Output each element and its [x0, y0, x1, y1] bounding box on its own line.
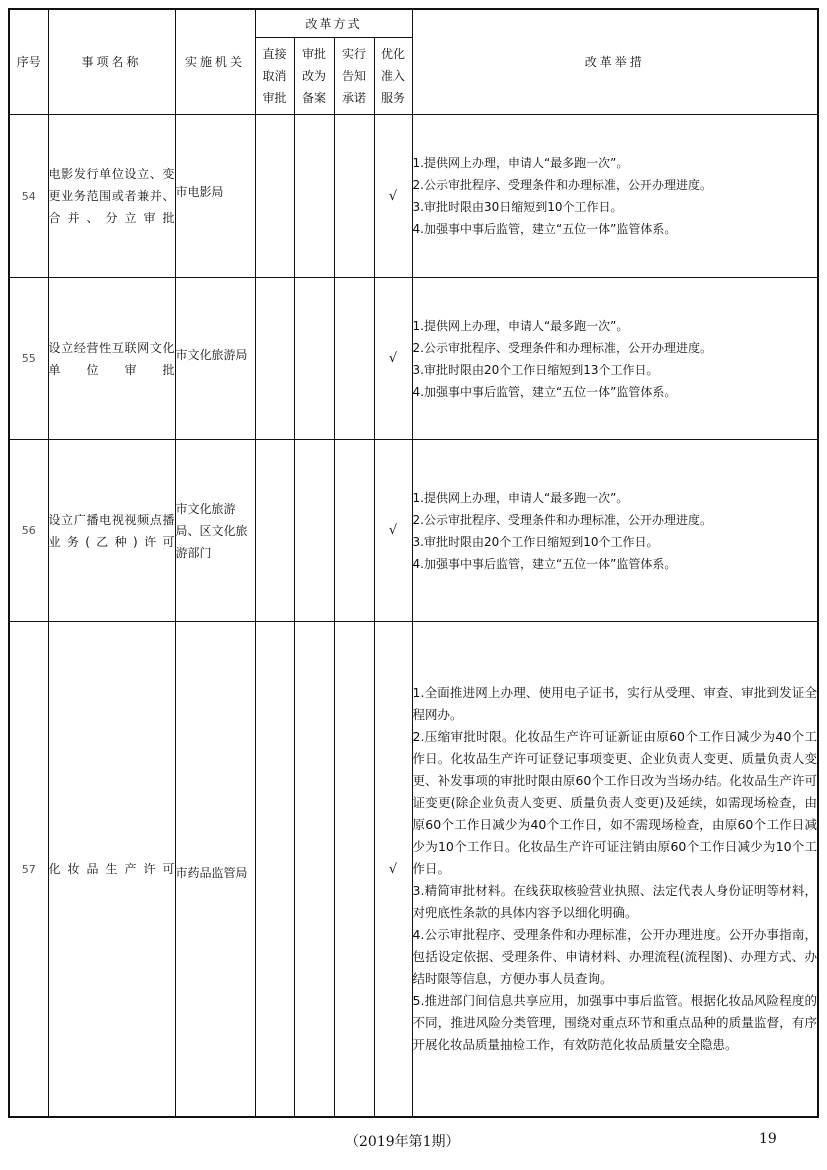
mark-notify-commit [334, 278, 374, 440]
measure-item: 1.提供网上办理，申请人“最多跑一次”。 [412, 490, 629, 505]
measure-item: 2.公示审批程序、受理条件和办理标准，公开办理进度。 [412, 512, 712, 527]
measure-item: 5.推进部门间信息共享应用，加强事中事后监管。根据化妆品风险程度的不同，推进风险分类管理，围绕对重点环节和重点品种的质量监督，有序开展化妆品质量抽检工作，有效防范化妆品质量安全隐患。 [412, 993, 818, 1052]
header-name: 事项名称 [48, 9, 175, 115]
mark-notify-commit [334, 440, 374, 622]
reform-table [8, 8, 819, 1118]
measure-item: 3.审批时限由30日缩短到10个工作日。 [412, 200, 623, 214]
row-agency: 市文化旅游局、区文化旅游部门 [175, 440, 255, 622]
row-item-name: 设立广播电视视频点播业务(乙种)许可 [48, 440, 175, 622]
mark-to-filing [294, 115, 334, 278]
mark-direct-cancel [255, 440, 294, 622]
mark-to-filing [294, 622, 334, 1118]
measure-item: 4.加强事中事后监管，建立“五位一体”监管体系。 [412, 222, 677, 236]
row-agency: 市电影局 [175, 115, 255, 278]
row-seq: 55 [9, 278, 48, 440]
row-agency: 市文化旅游局 [175, 278, 255, 440]
measure-item: 3.审批时限由20个工作日缩短到13个工作日。 [412, 362, 659, 377]
row-measures [412, 440, 818, 622]
header-notify-commit: 实行告知承诺 [334, 38, 374, 115]
measure-item: 4.加强事中事后监管，建立“五位一体”监管体系。 [412, 384, 677, 399]
header-direct-cancel: 直接取消审批 [255, 38, 294, 115]
measure-item: 1.提供网上办理，申请人“最多跑一次”。 [412, 156, 629, 170]
mark-optimize-access: √ [374, 115, 412, 278]
mark-optimize-access: √ [374, 622, 412, 1118]
header-to-filing: 审批改为备案 [294, 38, 334, 115]
measure-item: 2.公示审批程序、受理条件和办理标准，公开办理进度。 [412, 340, 712, 355]
header-optimize-access: 优化准入服务 [374, 38, 412, 115]
table-row [9, 115, 818, 278]
measure-item: 1.全面推进网上办理、使用电子证书，实行从受理、审查、审批到发证全程网办。 [412, 685, 818, 722]
row-agency: 市药品监管局 [175, 622, 255, 1118]
row-item-name: 化妆品生产许可 [48, 622, 175, 1118]
mark-optimize-access: √ [374, 440, 412, 622]
page-footer [0, 1131, 827, 1151]
measure-item: 4.加强事中事后监管，建立“五位一体”监管体系。 [412, 556, 677, 571]
mark-notify-commit [334, 115, 374, 278]
issue-label: （2019年第1期） [345, 1134, 460, 1150]
row-seq: 54 [9, 115, 48, 278]
row-item-name: 设立经营性互联网文化单位审批 [48, 278, 175, 440]
mark-direct-cancel [255, 115, 294, 278]
mark-direct-cancel [255, 622, 294, 1118]
measure-item: 3.精简审批材料。在线获取核验营业执照、法定代表人身份证明等材料，对兜底性条款的具体内容予以细化明确。 [412, 883, 818, 920]
row-seq: 56 [9, 440, 48, 622]
mark-to-filing [294, 278, 334, 440]
table-row [9, 622, 818, 1118]
mark-to-filing [294, 440, 334, 622]
mark-optimize-access: √ [374, 278, 412, 440]
mark-notify-commit [334, 622, 374, 1118]
row-measures [412, 115, 818, 278]
page-number: 19 [759, 1131, 777, 1147]
measure-item: 4.公示审批程序、受理条件和办理标准，公开办理进度。公开办事指南，包括设定依据、受理条件、申请材料、办理流程(流程图)、办理方式、办结时限等信息，方便办事人员查询。 [412, 927, 818, 986]
row-measures [412, 278, 818, 440]
row-seq: 57 [9, 622, 48, 1118]
row-item-name: 电影发行单位设立、变更业务范围或者兼并、合并、分立审批 [48, 115, 175, 278]
row-measures [412, 622, 818, 1118]
mark-direct-cancel [255, 278, 294, 440]
measure-item: 3.审批时限由20个工作日缩短到10个工作日。 [412, 534, 659, 549]
measure-item: 2.公示审批程序、受理条件和办理标准，公开办理进度。 [412, 178, 712, 192]
table-row [9, 440, 818, 622]
header-agency: 实施机关 [175, 9, 255, 115]
measure-item: 2.压缩审批时限。化妆品生产许可证新证由原60个工作日减少为40个工作日。化妆品生产许可证登记事项变更、企业负责人变更、质量负责人变更、补发事项的审批时限由原60个工作日改为当场办结。化妆品生产许可证变更(除企业负责人变更、质量负责人变更)及延续，如需现场检查，由原60个工作日减少为40个工作日，如不需现场检查，由原60个工作日减少为10个工作日。化妆品生产许可证注销由原60个工作日减少为10个工作日。 [412, 729, 818, 876]
table-row [9, 278, 818, 440]
header-seq: 序号 [9, 9, 48, 115]
header-measures: 改革举措 [412, 9, 818, 115]
measure-item: 1.提供网上办理，申请人“最多跑一次”。 [412, 318, 629, 333]
header-mode: 改革方式 [255, 9, 412, 38]
